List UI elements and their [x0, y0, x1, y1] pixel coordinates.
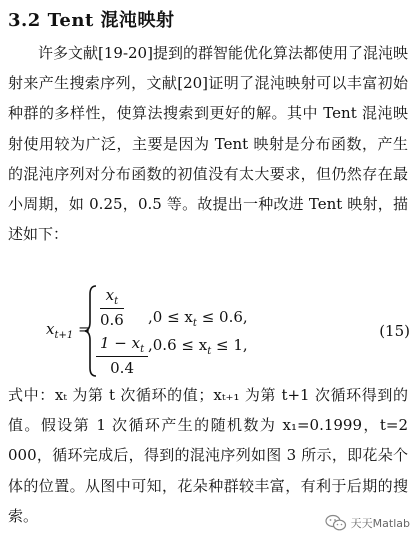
- brace-icon: [40, 282, 70, 380]
- equation-lhs: $x_{t+1}$ =: [46, 320, 91, 341]
- paragraph-intro: 许多文献[19-20]提到的群智能优化算法都使用了混沌映射来产生搜索序列，文献[20]证明了混沌映射可以丰富初始种群的多样性，使算法搜索到更好的解。其中 Tent 混沌映射使用较为广泛，主要是因为 Tent 映射是分布函数，产生的混沌序列对分布函数的初值没有太大要求，但仍然存在最小周期，如 0.25，0.5 等。故提出一种改进 Tent 映射，描述如下：: [8, 44, 408, 244]
- wechat-icon: [325, 514, 347, 532]
- case1-condition: $,0 \le x_t \le 0.6$,: [148, 308, 248, 329]
- paragraph-explanation: 式中：xₜ 为第 t 次循环的值；xₜ₊₁ 为第 t+1 次循环得到的值。假设第 1 次循环产生的随机数为 x₁=0.1999，t=2 000，循环完成后，得到的混沌序列如图 3 所示，即花朵个体的位置。从图中可知，花朵种群较丰富，有利于后期的搜索。: [8, 386, 408, 525]
- equation-15: [40, 282, 410, 380]
- case2-condition: $,0.6 \le x_t \le 1$,: [148, 336, 248, 357]
- watermark-text: 天天Matlab: [350, 517, 410, 530]
- equation-number: (15): [379, 322, 410, 340]
- watermark: [325, 514, 410, 532]
- case2-fraction: $\frac{1 - x_t}{0.4}$: [96, 334, 148, 377]
- case1-fraction: $\frac{x_t}{0.6}$: [100, 286, 124, 329]
- section-heading: 3.2 Tent 混沌映射: [8, 10, 175, 31]
